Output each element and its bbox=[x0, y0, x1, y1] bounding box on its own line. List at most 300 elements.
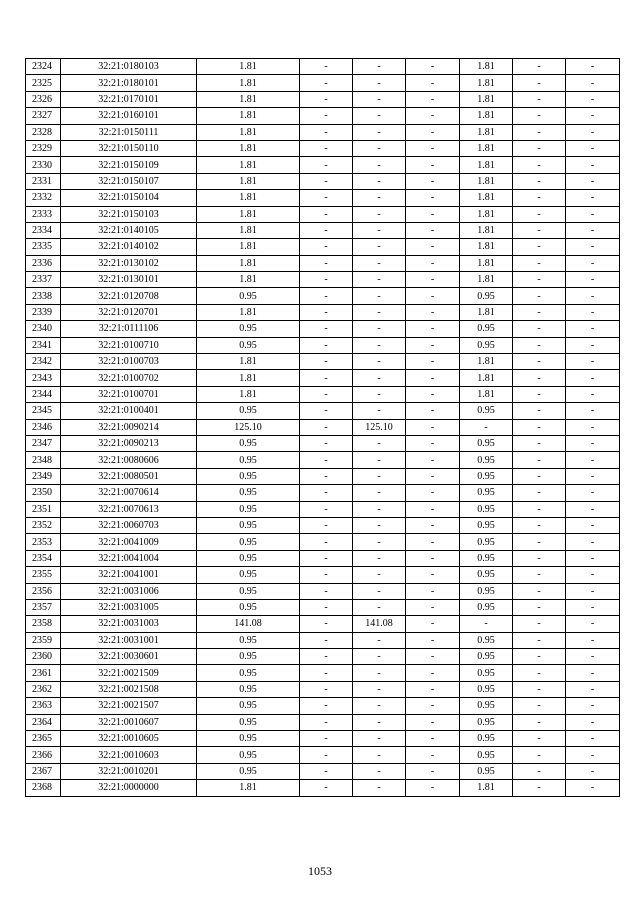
cell-col-6: - bbox=[406, 485, 460, 501]
cell-col-8: - bbox=[513, 239, 566, 255]
cell-total-area: 1.81 bbox=[197, 304, 300, 320]
cell-col-7: 0.95 bbox=[460, 321, 513, 337]
cell-col-8: - bbox=[513, 780, 566, 796]
cell-col-4: - bbox=[300, 222, 353, 238]
cell-col-7: - bbox=[460, 616, 513, 632]
cell-col-5: - bbox=[353, 321, 406, 337]
cell-col-8: - bbox=[513, 501, 566, 517]
cell-col-7: 0.95 bbox=[460, 403, 513, 419]
cell-col-6: - bbox=[406, 321, 460, 337]
cell-col-7: 0.95 bbox=[460, 550, 513, 566]
table-row bbox=[26, 288, 620, 304]
cell-col-5: - bbox=[353, 731, 406, 747]
cell-col-6: - bbox=[406, 714, 460, 730]
cell-col-8: - bbox=[513, 222, 566, 238]
cell-col-8: - bbox=[513, 599, 566, 615]
cell-total-area: 0.95 bbox=[197, 599, 300, 615]
table-row bbox=[26, 140, 620, 156]
cell-col-6: - bbox=[406, 239, 460, 255]
cell-col-5: - bbox=[353, 354, 406, 370]
cell-col-4: - bbox=[300, 452, 353, 468]
cell-col-7: 0.95 bbox=[460, 599, 513, 615]
cell-col-5: - bbox=[353, 517, 406, 533]
cell-total-area: 0.95 bbox=[197, 649, 300, 665]
cell-total-area: 1.81 bbox=[197, 354, 300, 370]
cell-total-area: 1.81 bbox=[197, 91, 300, 107]
cell-col-8: - bbox=[513, 255, 566, 271]
cell-total-area: 1.81 bbox=[197, 255, 300, 271]
cell-cadastral-number: 32:21:0070613 bbox=[61, 501, 197, 517]
cell-col-7: 0.95 bbox=[460, 435, 513, 451]
cell-row-number: 2355 bbox=[26, 567, 61, 583]
cell-col-7: 1.81 bbox=[460, 370, 513, 386]
table-row bbox=[26, 780, 620, 796]
cell-col-5: - bbox=[353, 599, 406, 615]
cell-total-area: 125.10 bbox=[197, 419, 300, 435]
cell-col-9: - bbox=[566, 501, 620, 517]
table-row bbox=[26, 173, 620, 189]
cell-col-4: - bbox=[300, 632, 353, 648]
cell-col-4: - bbox=[300, 780, 353, 796]
cell-row-number: 2354 bbox=[26, 550, 61, 566]
cell-col-8: - bbox=[513, 288, 566, 304]
cell-col-4: - bbox=[300, 517, 353, 533]
cell-col-7: 1.81 bbox=[460, 222, 513, 238]
table-row bbox=[26, 370, 620, 386]
cell-col-4: - bbox=[300, 206, 353, 222]
cell-col-5: - bbox=[353, 583, 406, 599]
cell-col-4: - bbox=[300, 649, 353, 665]
cell-col-5: - bbox=[353, 337, 406, 353]
cell-col-5: - bbox=[353, 222, 406, 238]
table-row bbox=[26, 435, 620, 451]
table-row bbox=[26, 419, 620, 435]
cell-total-area: 1.81 bbox=[197, 370, 300, 386]
cell-row-number: 2363 bbox=[26, 698, 61, 714]
cell-col-8: - bbox=[513, 370, 566, 386]
cell-col-6: - bbox=[406, 206, 460, 222]
cell-col-6: - bbox=[406, 665, 460, 681]
cell-cadastral-number: 32:21:0090213 bbox=[61, 435, 197, 451]
cell-total-area: 0.95 bbox=[197, 501, 300, 517]
cell-cadastral-number: 32:21:0021508 bbox=[61, 681, 197, 697]
cell-col-5: - bbox=[353, 747, 406, 763]
cell-col-4: - bbox=[300, 255, 353, 271]
cell-col-8: - bbox=[513, 616, 566, 632]
cell-col-4: - bbox=[300, 485, 353, 501]
cell-row-number: 2349 bbox=[26, 468, 61, 484]
cell-col-6: - bbox=[406, 337, 460, 353]
cell-total-area: 1.81 bbox=[197, 59, 300, 75]
table-row bbox=[26, 747, 620, 763]
cell-col-9: - bbox=[566, 681, 620, 697]
cell-cadastral-number: 32:21:0150109 bbox=[61, 157, 197, 173]
cell-col-8: - bbox=[513, 173, 566, 189]
cell-total-area: 0.95 bbox=[197, 681, 300, 697]
cell-col-7: 1.81 bbox=[460, 190, 513, 206]
cell-col-4: - bbox=[300, 190, 353, 206]
cell-row-number: 2340 bbox=[26, 321, 61, 337]
cell-col-5: - bbox=[353, 304, 406, 320]
cell-col-5: - bbox=[353, 124, 406, 140]
cell-total-area: 1.81 bbox=[197, 222, 300, 238]
cell-cadastral-number: 32:21:0100703 bbox=[61, 354, 197, 370]
cell-col-6: - bbox=[406, 173, 460, 189]
cell-col-9: - bbox=[566, 59, 620, 75]
table-row bbox=[26, 272, 620, 288]
cell-col-4: - bbox=[300, 681, 353, 697]
cell-cadastral-number: 32:21:0130101 bbox=[61, 272, 197, 288]
cell-row-number: 2365 bbox=[26, 731, 61, 747]
cell-col-4: - bbox=[300, 59, 353, 75]
cell-col-4: - bbox=[300, 108, 353, 124]
cell-total-area: 1.81 bbox=[197, 780, 300, 796]
cell-row-number: 2346 bbox=[26, 419, 61, 435]
cell-row-number: 2350 bbox=[26, 485, 61, 501]
cell-col-9: - bbox=[566, 599, 620, 615]
cell-col-4: - bbox=[300, 321, 353, 337]
cell-row-number: 2352 bbox=[26, 517, 61, 533]
table-row bbox=[26, 321, 620, 337]
cell-col-8: - bbox=[513, 731, 566, 747]
cell-col-8: - bbox=[513, 763, 566, 779]
cell-col-5: - bbox=[353, 567, 406, 583]
cell-cadastral-number: 32:21:0140105 bbox=[61, 222, 197, 238]
cell-total-area: 1.81 bbox=[197, 140, 300, 156]
cell-cadastral-number: 32:21:0130102 bbox=[61, 255, 197, 271]
cell-row-number: 2336 bbox=[26, 255, 61, 271]
cell-col-6: - bbox=[406, 288, 460, 304]
cell-col-8: - bbox=[513, 747, 566, 763]
cell-total-area: 0.95 bbox=[197, 485, 300, 501]
cell-col-9: - bbox=[566, 534, 620, 550]
cell-col-8: - bbox=[513, 714, 566, 730]
cell-col-4: - bbox=[300, 714, 353, 730]
cell-cadastral-number: 32:21:0111106 bbox=[61, 321, 197, 337]
cell-col-5: - bbox=[353, 435, 406, 451]
cell-col-9: - bbox=[566, 190, 620, 206]
cell-col-6: - bbox=[406, 501, 460, 517]
table-row bbox=[26, 665, 620, 681]
cell-cadastral-number: 32:21:0031001 bbox=[61, 632, 197, 648]
cell-cadastral-number: 32:21:0170101 bbox=[61, 91, 197, 107]
cell-col-9: - bbox=[566, 386, 620, 402]
cell-col-4: - bbox=[300, 616, 353, 632]
cell-col-7: 0.95 bbox=[460, 698, 513, 714]
cell-row-number: 2347 bbox=[26, 435, 61, 451]
cell-cadastral-number: 32:21:0160101 bbox=[61, 108, 197, 124]
cell-col-5: - bbox=[353, 140, 406, 156]
cell-col-6: - bbox=[406, 91, 460, 107]
cell-cadastral-number: 32:21:0180103 bbox=[61, 59, 197, 75]
table-row bbox=[26, 91, 620, 107]
cell-col-7: 1.81 bbox=[460, 272, 513, 288]
cell-col-6: - bbox=[406, 632, 460, 648]
cell-col-8: - bbox=[513, 419, 566, 435]
cell-col-8: - bbox=[513, 386, 566, 402]
cell-col-7: 1.81 bbox=[460, 780, 513, 796]
cell-col-9: - bbox=[566, 517, 620, 533]
cell-col-5: 125.10 bbox=[353, 419, 406, 435]
cell-col-9: - bbox=[566, 140, 620, 156]
cell-total-area: 0.95 bbox=[197, 583, 300, 599]
cell-col-9: - bbox=[566, 780, 620, 796]
cell-col-7: 1.81 bbox=[460, 239, 513, 255]
cell-row-number: 2333 bbox=[26, 206, 61, 222]
cell-col-4: - bbox=[300, 75, 353, 91]
table-row bbox=[26, 304, 620, 320]
cell-col-9: - bbox=[566, 239, 620, 255]
cell-row-number: 2359 bbox=[26, 632, 61, 648]
cell-cadastral-number: 32:21:0070614 bbox=[61, 485, 197, 501]
cell-col-5: - bbox=[353, 206, 406, 222]
cell-col-5: - bbox=[353, 665, 406, 681]
cell-row-number: 2368 bbox=[26, 780, 61, 796]
cell-col-9: - bbox=[566, 337, 620, 353]
cell-cadastral-number: 32:21:0021509 bbox=[61, 665, 197, 681]
cell-total-area: 141.08 bbox=[197, 616, 300, 632]
cell-total-area: 0.95 bbox=[197, 567, 300, 583]
cell-total-area: 0.95 bbox=[197, 288, 300, 304]
cell-col-7: 1.81 bbox=[460, 304, 513, 320]
cell-cadastral-number: 32:21:0041009 bbox=[61, 534, 197, 550]
cell-col-8: - bbox=[513, 108, 566, 124]
table-row bbox=[26, 206, 620, 222]
cell-cadastral-number: 32:21:0150107 bbox=[61, 173, 197, 189]
table-row bbox=[26, 698, 620, 714]
cell-row-number: 2337 bbox=[26, 272, 61, 288]
cell-col-9: - bbox=[566, 616, 620, 632]
cell-col-7: 0.95 bbox=[460, 337, 513, 353]
cell-col-6: - bbox=[406, 403, 460, 419]
cell-col-7: 1.81 bbox=[460, 157, 513, 173]
cell-col-6: - bbox=[406, 550, 460, 566]
cell-col-7: 1.81 bbox=[460, 386, 513, 402]
cell-row-number: 2325 bbox=[26, 75, 61, 91]
cell-cadastral-number: 32:21:0021507 bbox=[61, 698, 197, 714]
table-row bbox=[26, 403, 620, 419]
table-row bbox=[26, 386, 620, 402]
cell-cadastral-number: 32:21:0010607 bbox=[61, 714, 197, 730]
cell-col-4: - bbox=[300, 354, 353, 370]
cell-col-9: - bbox=[566, 485, 620, 501]
cell-col-4: - bbox=[300, 403, 353, 419]
cell-col-8: - bbox=[513, 452, 566, 468]
cell-row-number: 2353 bbox=[26, 534, 61, 550]
cell-col-8: - bbox=[513, 632, 566, 648]
cell-col-9: - bbox=[566, 370, 620, 386]
cell-col-7: 0.95 bbox=[460, 714, 513, 730]
cell-cadastral-number: 32:21:0041004 bbox=[61, 550, 197, 566]
cell-total-area: 0.95 bbox=[197, 337, 300, 353]
cell-row-number: 2360 bbox=[26, 649, 61, 665]
cell-col-6: - bbox=[406, 763, 460, 779]
cell-cadastral-number: 32:21:0041001 bbox=[61, 567, 197, 583]
cell-col-5: - bbox=[353, 681, 406, 697]
cell-col-6: - bbox=[406, 140, 460, 156]
table-row bbox=[26, 649, 620, 665]
cell-col-9: - bbox=[566, 632, 620, 648]
cell-col-9: - bbox=[566, 124, 620, 140]
cell-col-4: - bbox=[300, 468, 353, 484]
cell-col-5: - bbox=[353, 632, 406, 648]
cell-row-number: 2330 bbox=[26, 157, 61, 173]
cell-total-area: 0.95 bbox=[197, 321, 300, 337]
cell-total-area: 0.95 bbox=[197, 763, 300, 779]
cell-col-6: - bbox=[406, 583, 460, 599]
cell-col-4: - bbox=[300, 665, 353, 681]
cell-col-9: - bbox=[566, 649, 620, 665]
cell-col-4: - bbox=[300, 501, 353, 517]
cell-col-9: - bbox=[566, 452, 620, 468]
cell-cadastral-number: 32:21:0150111 bbox=[61, 124, 197, 140]
cell-col-8: - bbox=[513, 190, 566, 206]
cell-col-5: - bbox=[353, 452, 406, 468]
data-table bbox=[25, 58, 620, 797]
table-row bbox=[26, 157, 620, 173]
cell-col-6: - bbox=[406, 304, 460, 320]
table-row bbox=[26, 59, 620, 75]
cell-col-8: - bbox=[513, 534, 566, 550]
cell-col-6: - bbox=[406, 75, 460, 91]
cell-cadastral-number: 32:21:0100401 bbox=[61, 403, 197, 419]
cell-col-6: - bbox=[406, 59, 460, 75]
cell-cadastral-number: 32:21:0180101 bbox=[61, 75, 197, 91]
cell-col-9: - bbox=[566, 747, 620, 763]
cell-total-area: 1.81 bbox=[197, 190, 300, 206]
cell-col-4: - bbox=[300, 550, 353, 566]
cell-col-7: 0.95 bbox=[460, 747, 513, 763]
cell-cadastral-number: 32:21:0150104 bbox=[61, 190, 197, 206]
cell-total-area: 0.95 bbox=[197, 714, 300, 730]
cell-col-4: - bbox=[300, 288, 353, 304]
cell-col-5: - bbox=[353, 173, 406, 189]
table-row bbox=[26, 517, 620, 533]
cell-row-number: 2343 bbox=[26, 370, 61, 386]
cell-cadastral-number: 32:21:0010603 bbox=[61, 747, 197, 763]
cell-total-area: 1.81 bbox=[197, 272, 300, 288]
cell-col-4: - bbox=[300, 124, 353, 140]
cell-col-5: - bbox=[353, 763, 406, 779]
cell-col-8: - bbox=[513, 157, 566, 173]
cell-total-area: 0.95 bbox=[197, 452, 300, 468]
cell-col-4: - bbox=[300, 435, 353, 451]
cell-col-7: 0.95 bbox=[460, 485, 513, 501]
cell-col-8: - bbox=[513, 354, 566, 370]
cell-cadastral-number: 32:21:0100702 bbox=[61, 370, 197, 386]
cell-col-8: - bbox=[513, 59, 566, 75]
cell-col-6: - bbox=[406, 468, 460, 484]
cell-col-6: - bbox=[406, 452, 460, 468]
cell-row-number: 2361 bbox=[26, 665, 61, 681]
cell-row-number: 2358 bbox=[26, 616, 61, 632]
table-row bbox=[26, 108, 620, 124]
cell-col-8: - bbox=[513, 403, 566, 419]
cell-col-8: - bbox=[513, 435, 566, 451]
table-row bbox=[26, 485, 620, 501]
cell-col-8: - bbox=[513, 124, 566, 140]
cell-col-7: 0.95 bbox=[460, 534, 513, 550]
table-row bbox=[26, 190, 620, 206]
cell-row-number: 2339 bbox=[26, 304, 61, 320]
page-number: 1053 bbox=[308, 864, 332, 878]
cell-col-7: 0.95 bbox=[460, 468, 513, 484]
table-row bbox=[26, 714, 620, 730]
cell-total-area: 1.81 bbox=[197, 75, 300, 91]
cell-col-6: - bbox=[406, 534, 460, 550]
cell-col-6: - bbox=[406, 124, 460, 140]
cell-col-6: - bbox=[406, 567, 460, 583]
cell-col-7: 1.81 bbox=[460, 206, 513, 222]
cell-col-9: - bbox=[566, 321, 620, 337]
cell-row-number: 2334 bbox=[26, 222, 61, 238]
table-row bbox=[26, 731, 620, 747]
cell-col-5: - bbox=[353, 288, 406, 304]
cell-col-9: - bbox=[566, 157, 620, 173]
cell-col-5: - bbox=[353, 59, 406, 75]
cell-col-7: 1.81 bbox=[460, 108, 513, 124]
cell-col-5: 141.08 bbox=[353, 616, 406, 632]
cell-cadastral-number: 32:21:0031005 bbox=[61, 599, 197, 615]
cell-col-8: - bbox=[513, 485, 566, 501]
cell-col-8: - bbox=[513, 550, 566, 566]
cell-col-6: - bbox=[406, 386, 460, 402]
cell-row-number: 2357 bbox=[26, 599, 61, 615]
cell-col-7: - bbox=[460, 419, 513, 435]
cell-row-number: 2335 bbox=[26, 239, 61, 255]
cell-cadastral-number: 32:21:0150103 bbox=[61, 206, 197, 222]
cell-row-number: 2364 bbox=[26, 714, 61, 730]
cell-col-6: - bbox=[406, 616, 460, 632]
cell-col-6: - bbox=[406, 419, 460, 435]
cell-cadastral-number: 32:21:0031003 bbox=[61, 616, 197, 632]
cell-col-8: - bbox=[513, 304, 566, 320]
cell-col-9: - bbox=[566, 304, 620, 320]
cell-col-5: - bbox=[353, 550, 406, 566]
cell-col-7: 0.95 bbox=[460, 731, 513, 747]
cell-col-6: - bbox=[406, 157, 460, 173]
cell-col-8: - bbox=[513, 681, 566, 697]
cell-col-5: - bbox=[353, 649, 406, 665]
cell-col-8: - bbox=[513, 140, 566, 156]
table-row bbox=[26, 452, 620, 468]
cell-col-8: - bbox=[513, 321, 566, 337]
table-row bbox=[26, 550, 620, 566]
cell-col-6: - bbox=[406, 649, 460, 665]
cell-total-area: 0.95 bbox=[197, 731, 300, 747]
cell-col-7: 0.95 bbox=[460, 288, 513, 304]
cell-col-4: - bbox=[300, 140, 353, 156]
cell-col-5: - bbox=[353, 75, 406, 91]
table-row bbox=[26, 583, 620, 599]
cell-cadastral-number: 32:21:0080501 bbox=[61, 468, 197, 484]
cell-col-6: - bbox=[406, 747, 460, 763]
cell-col-4: - bbox=[300, 599, 353, 615]
cell-row-number: 2366 bbox=[26, 747, 61, 763]
cell-total-area: 1.81 bbox=[197, 108, 300, 124]
cell-col-4: - bbox=[300, 698, 353, 714]
table-row bbox=[26, 354, 620, 370]
cell-col-9: - bbox=[566, 403, 620, 419]
cell-cadastral-number: 32:21:0030601 bbox=[61, 649, 197, 665]
cell-col-5: - bbox=[353, 108, 406, 124]
cell-col-6: - bbox=[406, 272, 460, 288]
cell-col-9: - bbox=[566, 255, 620, 271]
cell-cadastral-number: 32:21:0150110 bbox=[61, 140, 197, 156]
cell-col-4: - bbox=[300, 747, 353, 763]
cell-col-4: - bbox=[300, 337, 353, 353]
cell-col-7: 0.95 bbox=[460, 567, 513, 583]
